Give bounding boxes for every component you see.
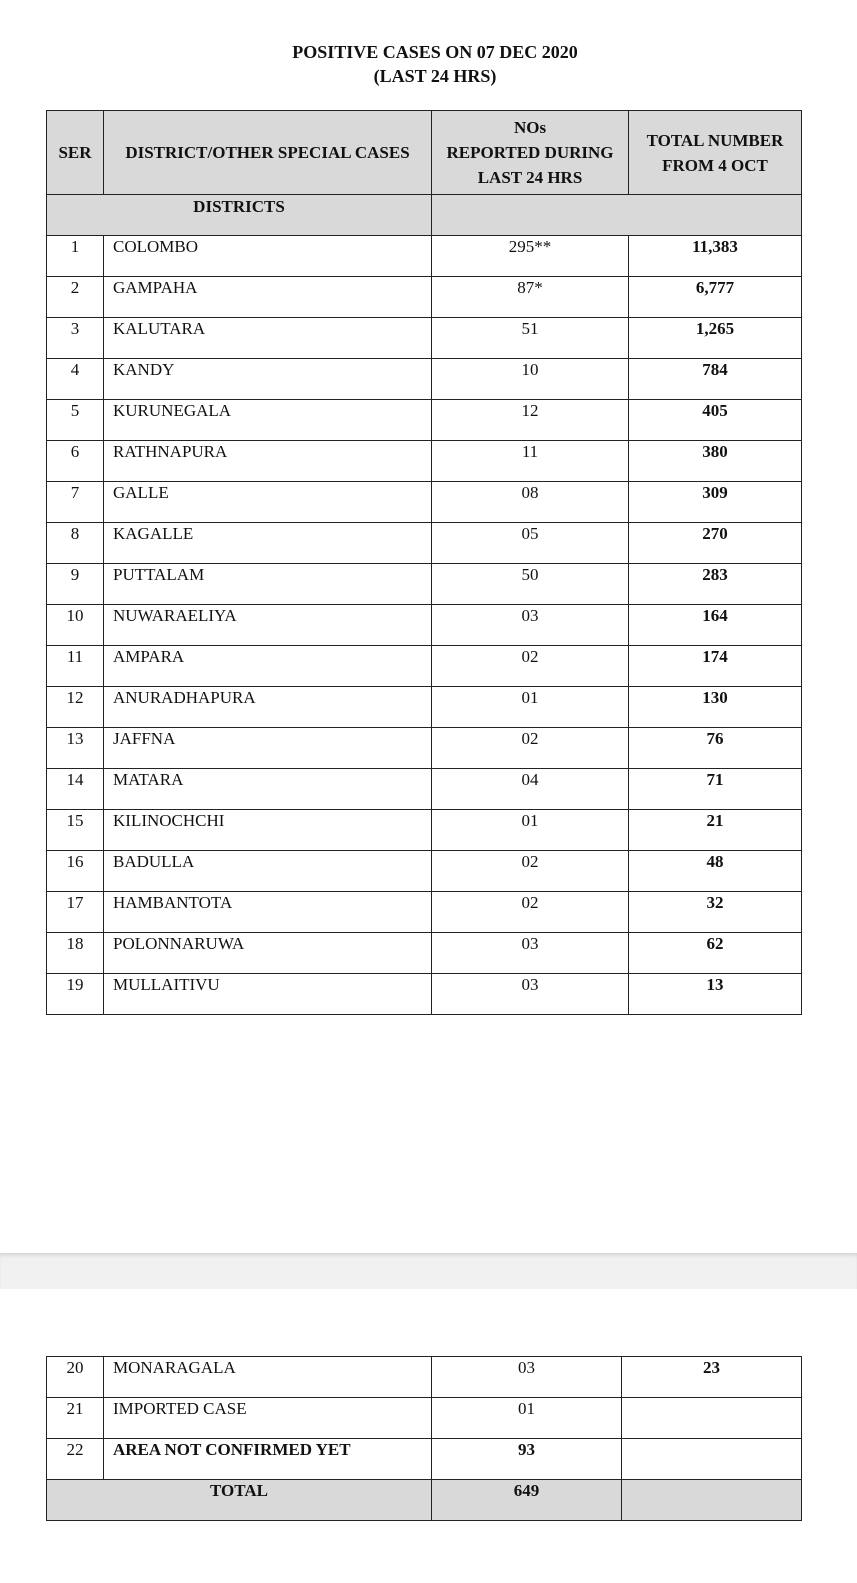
cases-table-page1	[46, 110, 802, 1015]
row-name: KANDY	[104, 359, 432, 400]
table-row	[47, 810, 802, 851]
header-reported-line3: LAST 24 HRS	[477, 168, 583, 187]
table-row	[47, 892, 802, 933]
row-total	[622, 1439, 802, 1480]
row-total: 283	[629, 564, 802, 605]
row-name: AMPARA	[104, 646, 432, 687]
row-ser: 4	[47, 359, 104, 400]
table-row	[47, 646, 802, 687]
table-row	[47, 769, 802, 810]
row-name: POLONNARUWA	[104, 933, 432, 974]
header-ser: SER	[47, 111, 104, 195]
row-reported: 05	[432, 523, 629, 564]
other-rows	[47, 1357, 802, 1480]
row-reported: 93	[432, 1439, 622, 1480]
table-row	[47, 1357, 802, 1398]
row-total: 13	[629, 974, 802, 1015]
row-ser: 3	[47, 318, 104, 359]
row-name: JAFFNA	[104, 728, 432, 769]
row-ser: 17	[47, 892, 104, 933]
row-total: 784	[629, 359, 802, 400]
row-reported: 01	[432, 810, 629, 851]
table-row	[47, 523, 802, 564]
row-name: GALLE	[104, 482, 432, 523]
row-name: GAMPAHA	[104, 277, 432, 318]
row-ser: 9	[47, 564, 104, 605]
row-ser: 12	[47, 687, 104, 728]
row-reported: 03	[432, 605, 629, 646]
row-ser: 11	[47, 646, 104, 687]
total-grand	[622, 1480, 802, 1521]
row-ser: 14	[47, 769, 104, 810]
row-total: 71	[629, 769, 802, 810]
page-title-line1: POSITIVE CASES ON 07 DEC 2020	[292, 42, 578, 62]
row-total: 380	[629, 441, 802, 482]
table-row	[47, 359, 802, 400]
header-total-line1: TOTAL NUMBER	[646, 130, 784, 150]
district-rows	[47, 236, 802, 1015]
row-reported: 10	[432, 359, 629, 400]
row-reported: 02	[432, 646, 629, 687]
row-reported: 04	[432, 769, 629, 810]
table-row	[47, 1439, 802, 1480]
header-total-line2: FROM 4 OCT	[662, 155, 768, 175]
row-total: 21	[629, 810, 802, 851]
row-reported: 295**	[432, 236, 629, 277]
row-reported: 03	[432, 974, 629, 1015]
row-ser: 16	[47, 851, 104, 892]
row-ser: 8	[47, 523, 104, 564]
row-ser: 13	[47, 728, 104, 769]
row-name: RATHNAPURA	[104, 441, 432, 482]
row-name: PUTTALAM	[104, 564, 432, 605]
row-total: 32	[629, 892, 802, 933]
row-name: KAGALLE	[104, 523, 432, 564]
row-reported: 01	[432, 1398, 622, 1439]
row-name: AREA NOT CONFIRMED YET	[104, 1439, 432, 1480]
row-name: KILINOCHCHI	[104, 810, 432, 851]
row-ser: 2	[47, 277, 104, 318]
row-name: MULLAITIVU	[104, 974, 432, 1015]
row-name: BADULLA	[104, 851, 432, 892]
row-reported: 02	[432, 728, 629, 769]
row-ser: 22	[47, 1439, 104, 1480]
row-total: 164	[629, 605, 802, 646]
row-total: 309	[629, 482, 802, 523]
row-ser: 6	[47, 441, 104, 482]
table-row	[47, 933, 802, 974]
row-name: ANURADHAPURA	[104, 687, 432, 728]
row-reported: 08	[432, 482, 629, 523]
page-title-line2: (LAST 24 HRS)	[373, 66, 497, 86]
cases-table-page2	[46, 1356, 802, 1521]
row-ser: 15	[47, 810, 104, 851]
row-total: 62	[629, 933, 802, 974]
row-total: 1,265	[629, 318, 802, 359]
table-row	[47, 1398, 802, 1439]
row-total: 48	[629, 851, 802, 892]
row-reported: 11	[432, 441, 629, 482]
row-name: MATARA	[104, 769, 432, 810]
row-total: 130	[629, 687, 802, 728]
table-row	[47, 236, 802, 277]
row-ser: 7	[47, 482, 104, 523]
row-ser: 18	[47, 933, 104, 974]
row-total: 6,777	[629, 277, 802, 318]
total-label: TOTAL	[47, 1480, 432, 1521]
row-total: 76	[629, 728, 802, 769]
table-row	[47, 318, 802, 359]
row-reported: 03	[432, 1357, 622, 1398]
table-row	[47, 687, 802, 728]
row-ser: 1	[47, 236, 104, 277]
table-row	[47, 728, 802, 769]
row-reported: 12	[432, 400, 629, 441]
row-total: 270	[629, 523, 802, 564]
row-ser: 21	[47, 1398, 104, 1439]
table-row	[47, 564, 802, 605]
row-name: COLOMBO	[104, 236, 432, 277]
table-row	[47, 605, 802, 646]
total-reported: 649	[432, 1480, 622, 1521]
header-reported-line1: NOs	[513, 118, 547, 137]
row-name: KURUNEGALA	[104, 400, 432, 441]
row-reported: 02	[432, 851, 629, 892]
row-total: 405	[629, 400, 802, 441]
row-ser: 10	[47, 605, 104, 646]
table-row	[47, 851, 802, 892]
section-districts-filler	[432, 195, 802, 236]
header-reported	[432, 111, 629, 195]
table-row	[47, 400, 802, 441]
header-total	[629, 111, 802, 195]
row-ser: 20	[47, 1357, 104, 1398]
table-row	[47, 974, 802, 1015]
header-district: DISTRICT/OTHER SPECIAL CASES	[104, 111, 432, 195]
table-row	[47, 441, 802, 482]
row-total: 174	[629, 646, 802, 687]
row-reported: 03	[432, 933, 629, 974]
table-row	[47, 277, 802, 318]
row-reported: 02	[432, 892, 629, 933]
row-total: 11,383	[629, 236, 802, 277]
row-name: MONARAGALA	[104, 1357, 432, 1398]
row-name: KALUTARA	[104, 318, 432, 359]
row-reported: 51	[432, 318, 629, 359]
row-name: IMPORTED CASE	[104, 1398, 432, 1439]
section-districts-label: DISTRICTS	[47, 195, 432, 236]
header-reported-line2: REPORTED DURING	[446, 143, 614, 162]
row-reported: 50	[432, 564, 629, 605]
row-name: NUWARAELIYA	[104, 605, 432, 646]
row-ser: 5	[47, 400, 104, 441]
row-reported: 01	[432, 687, 629, 728]
page-break	[0, 1253, 857, 1289]
row-ser: 19	[47, 974, 104, 1015]
row-name: HAMBANTOTA	[104, 892, 432, 933]
row-total	[622, 1398, 802, 1439]
row-total: 23	[622, 1357, 802, 1398]
row-reported: 87*	[432, 277, 629, 318]
table-row	[47, 482, 802, 523]
